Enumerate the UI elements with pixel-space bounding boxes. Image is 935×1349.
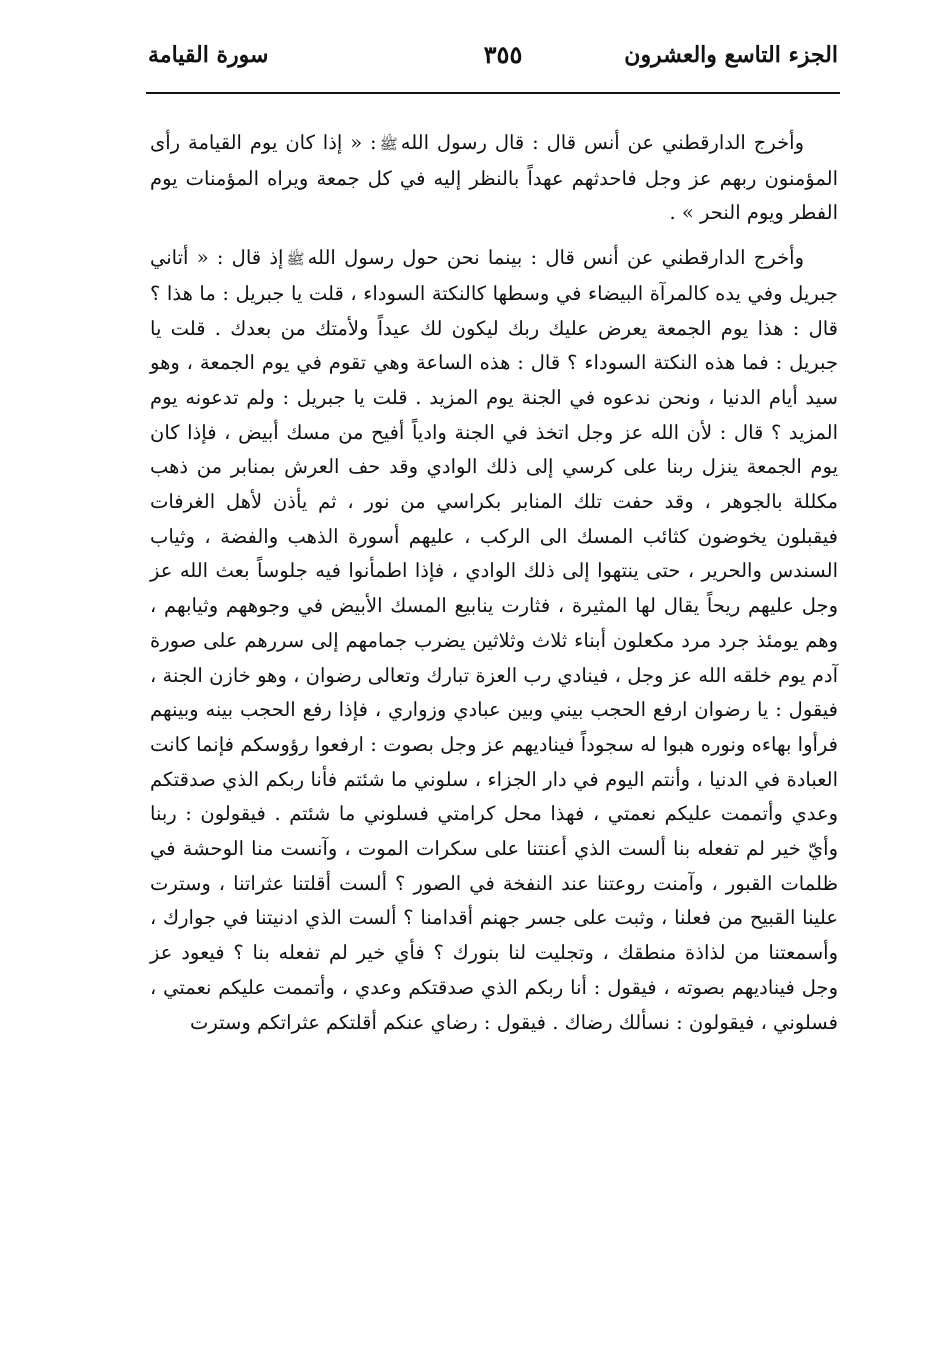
paragraph-1-rest: : « إذا كان يوم القيامة رأى المؤمنون ربهم عز وجل فاحدثهم عهداً بالنظر إليه في كل جمعة ويراه المؤمنات يوم الفطر ويوم النحر » . xyxy=(150,131,838,225)
body-text xyxy=(150,126,838,1048)
paragraph-1 xyxy=(150,126,838,231)
page-number: ٣٥٥ xyxy=(483,40,523,69)
juz-title: الجزء التاسع والعشرون xyxy=(624,42,838,68)
surah-title: سورة القيامة xyxy=(148,42,269,68)
paragraph-2-rest: إذ قال : « أتاني جبريل وفي يده كالمرآة البيضاء في وسطها كالنكتة السوداء ، قلت يا جبريل : ما هذا ؟ قال : هذا يوم الجمعة يعرض عليك ربك ليكون لك عيداً ولأمتك من بعدك . قلت يا جبريل : فما هذه النكتة السوداء ؟ قال : هذه الساعة وهي تقوم في يوم الجمعة ، وهو سيد أيام الدنيا ، ونحن ندعوه في الجنة يوم المزيد . قلت يا جبريل : ولم تدعونه يوم المزيد ؟ قال : لأن الله عز وجل اتخذ في الجنة وادياً أفيح من مسك أبيض ، فإذا كان يوم الجمعة ينزل ربنا على كرسي إلى ذلك الوادي وقد حف العرش بمنابر من ذهب مكللة بالجوهر ، وقد حفت تلك المنابر بكراسي من نور ، ثم يأذن لأهل الغرفات فيقبلون يخوضون كثائب المسك الى الركب ، عليهم أسورة الذهب والفضة ، وثياب السندس والحرير ، حتى ينتهوا إلى ذلك الوادي ، فإذا اطمأنوا فيه جلوساً بعث الله عز وجل عليهم ريحاً يقال لها المثيرة ، فثارت ينابيع المسك الأبيض في وجوههم وثيابهم ، وهم يومئذ جرد مرد مكعلون أبناء ثلاث وثلاثين يضرب جمامهم إلى سررهم على صورة آدم يوم خلقه الله عز وجل ، فينادي رب العزة تبارك وتعالى رضوان ، وهو خازن الجنة ، فيقول : يا رضوان ارفع الحجب بيني وبين عبادي وزواري ، فإذا رفع الحجب بينه وبينهم فرأوا بهاءه ونوره هبوا له سجوداً فيناديهم عز وجل بصوت : ارفعوا رؤوسكم فإنما كانت العبادة في الدنيا ، وأنتم اليوم في دار الجزاء ، سلوني ما شئتم فأنا ربكم الذي صدقتكم وعدي وأتممت عليكم نعمتي ، فهذا محل كرامتي فسلوني ما شئتم . فيقولون : ربنا وأيّ خير لم تفعله بنا ألست الذي أعنتنا على سكرات الموت ، وآنست منا الوحشة في ظلمات القبور ، وآمنت روعتنا عند النفخة في الصور ؟ ألست أقلتنا عثراتنا ، وسترت علينا القبيح من فعلنا ، وثبت على جسر جهنم أقدامنا ؟ ألست الذي ادنيتنا في جوارك ، وأسمعتنا من لذاذة منطقك ، وتجليت لنا بنورك ؟ فأي خير لم تفعله بنا ؟ فيعود عز وجل فيناديهم بصوته ، فيقول : أنا ربكم الذي صدقتكم وعدي ، وأتممت عليكم نعمتي ، فسلوني ، فيقولون : نسألك رضاك . فيقول : رضاي عنكم أقلتكم عثراتكم وسترت xyxy=(150,246,838,1034)
paragraph-1-start: وأخرج الدارقطني عن أنس قال : قال رسول الله xyxy=(400,131,804,154)
header-rule xyxy=(146,92,840,94)
paragraph-2 xyxy=(150,241,838,1040)
paragraph-2-start: وأخرج الدارقطني عن أنس قال : بينما نحن حول رسول الله xyxy=(307,246,805,270)
salla-symbol: ﷺ xyxy=(286,250,305,269)
salla-symbol: ﷺ xyxy=(379,135,398,153)
running-header xyxy=(148,38,838,88)
